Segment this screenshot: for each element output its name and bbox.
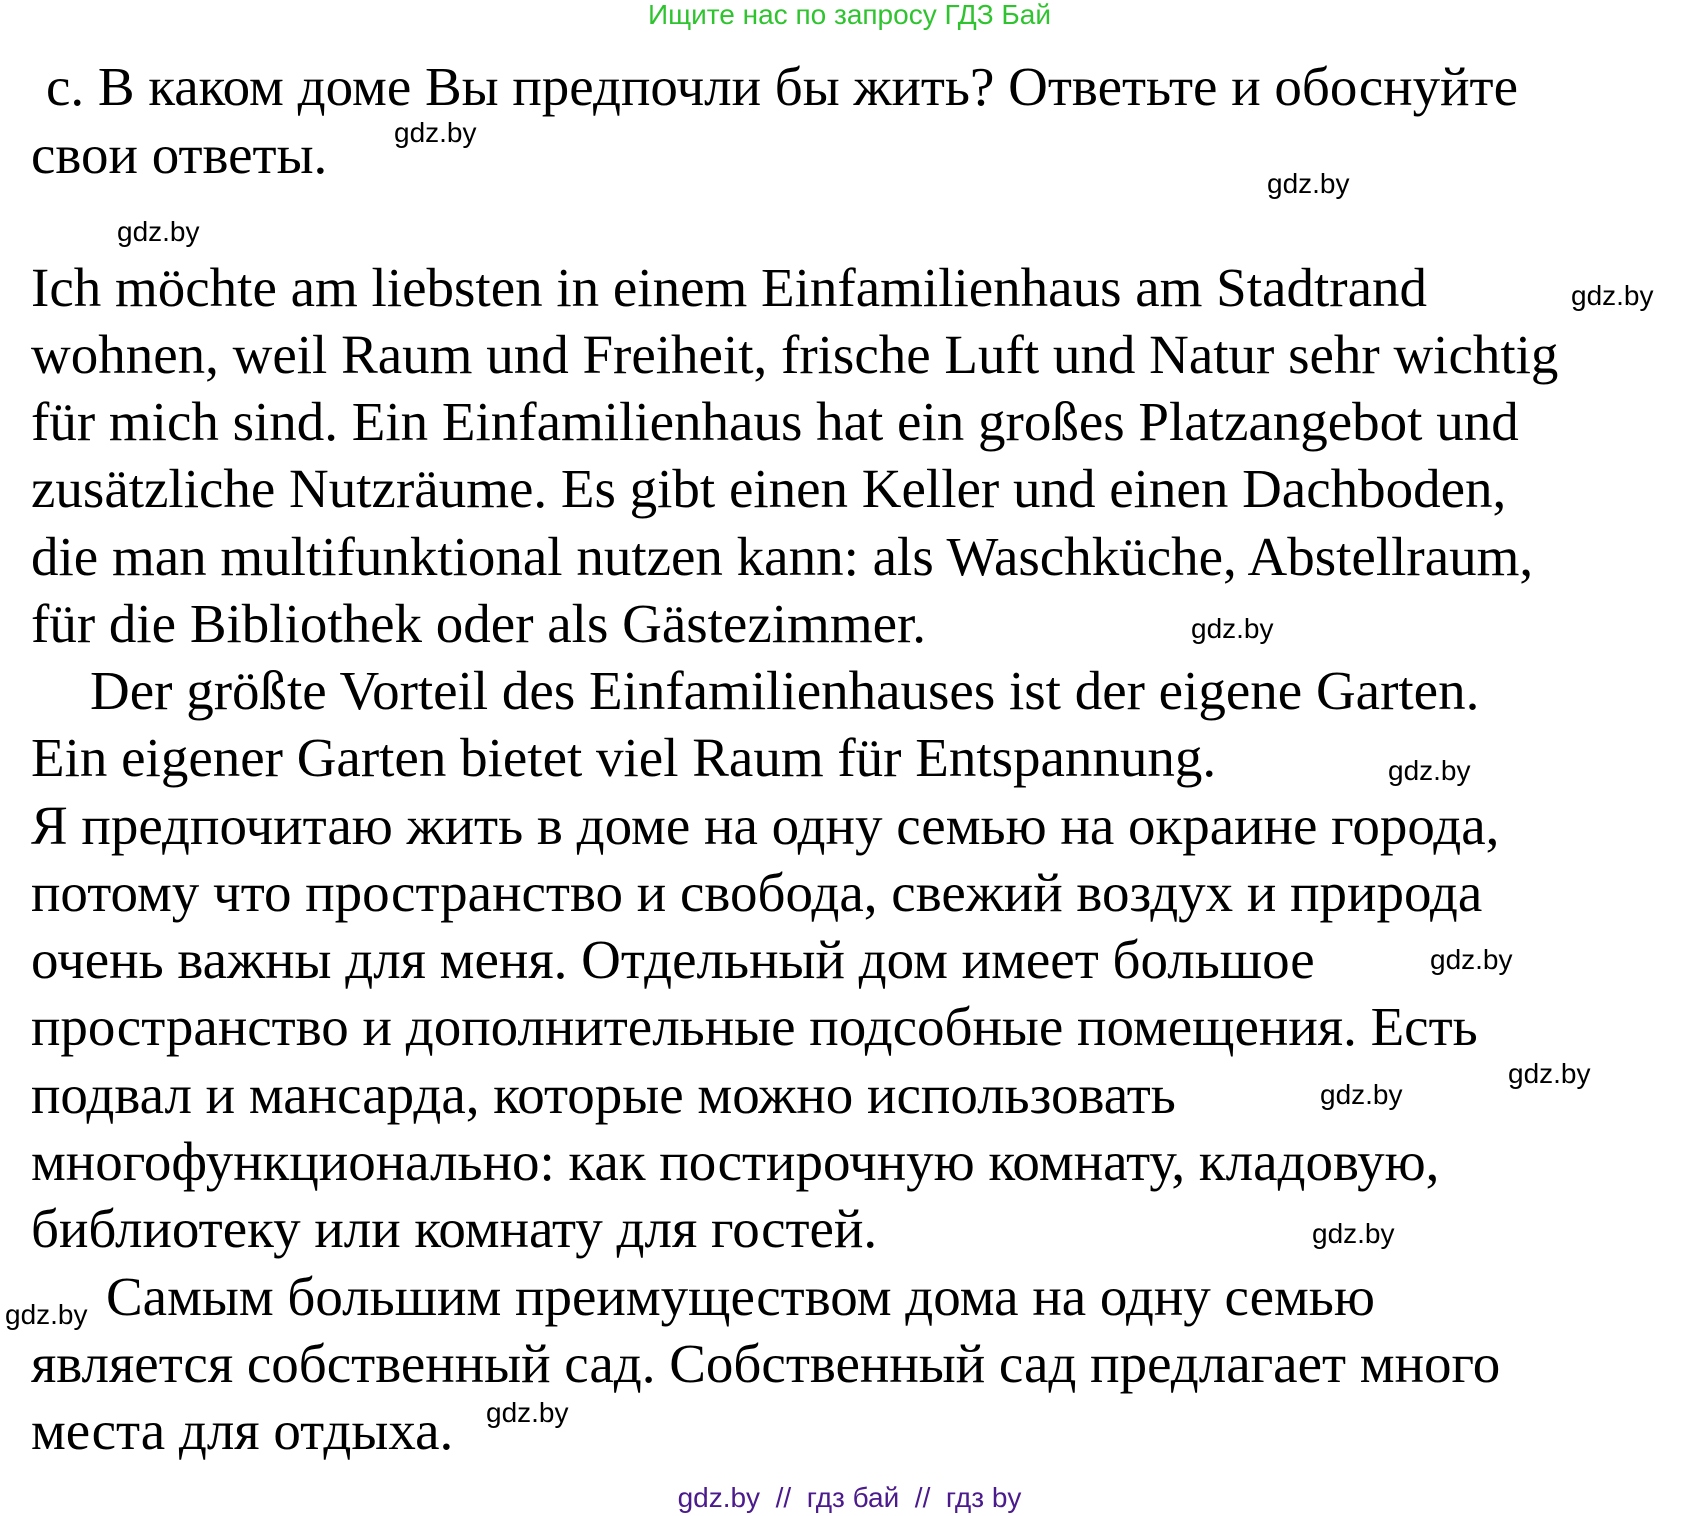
watermark: gdz.by <box>117 216 200 247</box>
german-text-line: Ein eigener Garten bietet viel Raum für Entspannung. <box>31 727 1217 788</box>
russian-text-line: является собственный сад. Собственный сад предлагает много <box>31 1333 1501 1394</box>
german-text-line: wohnen, weil Raum und Freiheit, frische Luft und Natur sehr wichtig <box>31 324 1559 385</box>
russian-text-line: пространство и дополнительные подсобные помещения. Есть <box>31 996 1478 1057</box>
german-text-line: die man multifunktional nutzen kann: als Waschküche, Abstellraum, <box>31 526 1534 587</box>
russian-text-line: многофункционально: как постирочную комнату, кладовую, <box>31 1131 1440 1192</box>
watermark: gdz.by <box>1320 1079 1403 1110</box>
search-hint-header: Ищите нас по запросу ГДЗ Бай <box>647 0 1052 30</box>
question-line: свои ответы. <box>31 124 328 185</box>
russian-text-line: места для отдыха. <box>31 1400 454 1461</box>
russian-text-line: библиотеку или комнату для гостей. <box>31 1198 878 1259</box>
watermark: gdz.by <box>1267 168 1350 199</box>
german-text-line: Der größte Vorteil des Einfamilienhauses ist der eigene Garten. <box>90 660 1480 721</box>
watermark: gdz.by <box>5 1299 88 1330</box>
watermark: gdz.by <box>1191 613 1274 644</box>
watermark: gdz.by <box>1508 1058 1591 1089</box>
russian-text-line: очень важны для меня. Отдельный дом имеет большое <box>31 929 1315 990</box>
watermark: gdz.by <box>1430 944 1513 975</box>
footer-links: gdz.by // гдз бай // гдз by <box>677 1482 1022 1513</box>
german-text-line: für mich sind. Ein Einfamilienhaus hat ein großes Platzangebot und <box>31 391 1519 452</box>
watermark: gdz.by <box>1388 755 1471 786</box>
watermark: gdz.by <box>1312 1218 1395 1249</box>
watermark: gdz.by <box>486 1397 569 1428</box>
german-text-line: zusätzliche Nutzräume. Es gibt einen Keller und einen Dachboden, <box>31 458 1507 519</box>
watermark: gdz.by <box>1571 280 1654 311</box>
russian-text-line: потому что пространство и свобода, свежий воздух и природа <box>31 862 1483 923</box>
russian-text-line: Самым большим преимуществом дома на одну семью <box>106 1266 1375 1327</box>
german-text-line: Ich möchte am liebsten in einem Einfamilienhaus am Stadtrand <box>31 257 1427 318</box>
question-line: с. В каком доме Вы предпочли бы жить? Ответьте и обоснуйте <box>46 56 1518 117</box>
russian-text-line: Я предпочитаю жить в доме на одну семью на окраине города, <box>31 795 1500 856</box>
russian-text-line: подвал и мансарда, которые можно использовать <box>31 1064 1176 1125</box>
german-text-line: für die Bibliothek oder als Gästezimmer. <box>31 593 927 654</box>
watermark: gdz.by <box>394 117 477 148</box>
